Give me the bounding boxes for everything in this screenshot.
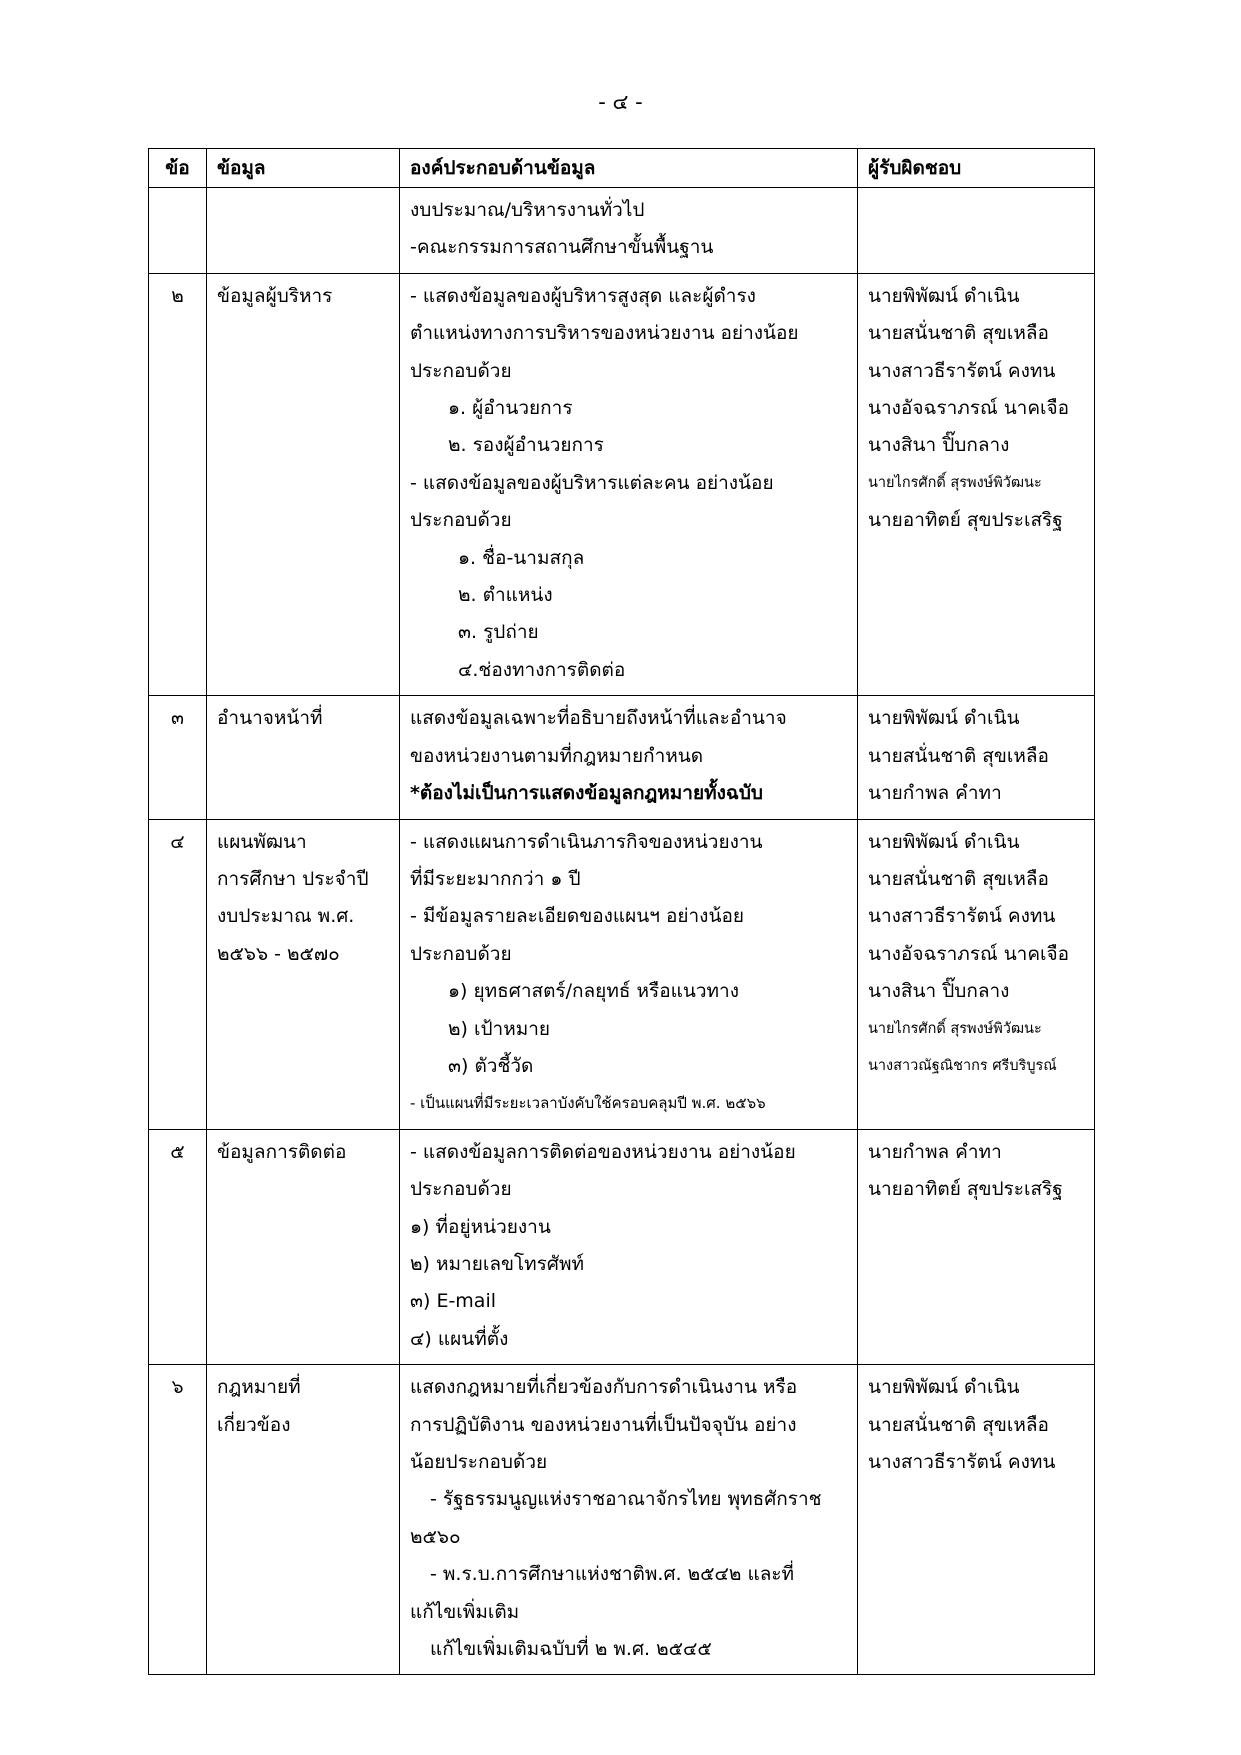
detail-line: แก้ไขเพิ่มเติมฉบับที่ ๒ พ.ศ. ๒๕๔๕ — [430, 1638, 712, 1661]
table-row — [149, 696, 1095, 819]
responsible-person: นางสาวธีรารัตน์ คงทน — [868, 1451, 1056, 1473]
detail-line: - แสดงข้อมูลของผู้บริหารแต่ละคน อย่างน้อย — [410, 471, 774, 494]
details-cell — [400, 1129, 858, 1364]
responsible-cell — [858, 188, 1095, 274]
header-no: ข้อ — [149, 149, 207, 188]
topic-line: อำนาจหน้าที่ — [217, 707, 323, 730]
row-number: ๕ — [149, 1129, 207, 1364]
header-details: องค์ประกอบด้านข้อมูล — [400, 149, 858, 188]
detail-line: ตำแหน่งทางการบริหารของหน่วยงาน อย่างน้อย — [410, 322, 799, 345]
topic-line: แผนพัฒนา — [217, 830, 307, 853]
detail-line: - พ.ร.บ.การศึกษาแห่งชาติพ.ศ. ๒๕๔๒ และที่ — [430, 1563, 795, 1586]
row-number: ๖ — [149, 1365, 207, 1675]
row-number: ๒ — [149, 273, 207, 695]
responsible-cell — [858, 1129, 1095, 1364]
responsible-person: นายพิพัฒน์ ดำเนิน — [868, 1376, 1020, 1399]
detail-line: - แสดงข้อมูลการติดต่อของหน่วยงาน อย่างน้อย — [410, 1140, 796, 1163]
responsible-person: นายไกรศักดิ์ สุรพงษ์พิวัฒนะ — [868, 1020, 1042, 1037]
row-number: ๓ — [149, 696, 207, 819]
responsible-person: นายพิพัฒน์ ดำเนิน — [868, 830, 1020, 853]
detail-line: *ต้องไม่เป็นการแสดงข้อมูลกฎหมายทั้งฉบับ — [410, 782, 763, 805]
detail-line: ๓) E-mail — [410, 1290, 497, 1313]
details-cell — [400, 1365, 858, 1675]
responsible-person: นายพิพัฒน์ ดำเนิน — [868, 284, 1020, 307]
details-cell — [400, 188, 858, 274]
table-row — [149, 1129, 1095, 1364]
topic-line: ข้อมูลผู้บริหาร — [217, 284, 333, 307]
detail-line: - รัฐธรรมนูญแห่งราชอาณาจักรไทย พุทธศักราช — [430, 1488, 822, 1511]
detail-line: ประกอบด้วย — [410, 1178, 512, 1201]
responsible-person: นางสินา ปิ๊บกลาง — [868, 434, 1010, 457]
detail-line: ประกอบด้วย — [410, 359, 512, 382]
detail-line: ๑. ผู้อำนวยการ — [448, 397, 573, 420]
responsible-cell — [858, 696, 1095, 819]
topic-cell — [207, 273, 400, 695]
responsible-person: นางสาวณัฐณิชากร ศรีบริบูรณ์ — [868, 1057, 1057, 1074]
details-cell — [400, 696, 858, 819]
detail-line: แก้ไขเพิ่มเติม — [410, 1600, 520, 1623]
responsible-person: นายกำพล คำทา — [868, 782, 1002, 805]
detail-line: - แสดงข้อมูลของผู้บริหารสูงสุด และผู้ดำรง — [410, 284, 756, 307]
responsible-person: นายกำพล คำทา — [868, 1140, 1002, 1163]
topic-line: งบประมาณ พ.ศ. — [217, 905, 355, 928]
detail-line: ๒. ตำแหน่ง — [458, 584, 553, 607]
detail-line: การปฏิบัติงาน ของหน่วยงานที่เป็นปัจจุบัน อย่าง — [410, 1413, 797, 1436]
detail-line: ที่มีระยะมากกว่า ๑ ปี — [410, 867, 581, 890]
table-row — [149, 819, 1095, 1129]
topic-line: ๒๕๖๖ - ๒๕๗๐ — [217, 942, 340, 965]
details-cell — [400, 819, 858, 1129]
responsible-person: นางอัจฉราภรณ์ นาคเจือ — [868, 942, 1070, 965]
table-body — [149, 188, 1095, 1675]
responsible-person: นายไกรศักดิ์ สุรพงษ์พิวัฒนะ — [868, 474, 1042, 491]
detail-line: - แสดงแผนการดำเนินภารกิจของหน่วยงาน — [410, 830, 763, 853]
responsible-person: นายสนั่นชาติ สุขเหลือ — [868, 322, 1049, 345]
responsible-person: นายสนั่นชาติ สุขเหลือ — [868, 1413, 1049, 1436]
topic-line: ข้อมูลการติดต่อ — [217, 1140, 347, 1163]
topic-cell — [207, 1365, 400, 1675]
responsible-cell — [858, 819, 1095, 1129]
detail-line: ๑) ที่อยู่หน่วยงาน — [410, 1215, 551, 1238]
detail-line: ๑) ยุทธศาสตร์/กลยุทธ์ หรือแนวทาง — [448, 980, 739, 1003]
detail-line: ๒. รองผู้อำนวยการ — [448, 434, 604, 457]
detail-line: ๑. ชื่อ-นามสกุล — [458, 546, 585, 569]
detail-line: ๔) แผนที่ตั้ง — [410, 1327, 509, 1350]
responsible-person: นางสินา ปิ๊บกลาง — [868, 980, 1010, 1003]
detail-line: แสดงกฎหมายที่เกี่ยวข้องกับการดำเนินงาน หรือ — [410, 1376, 798, 1399]
detail-line: น้อยประกอบด้วย — [410, 1451, 548, 1473]
responsible-cell — [858, 273, 1095, 695]
table-header-row — [149, 149, 1095, 188]
topic-line: การศึกษา ประจำปี — [217, 867, 369, 890]
topic-cell — [207, 1129, 400, 1364]
responsible-person: นางอัจฉราภรณ์ นาคเจือ — [868, 397, 1070, 420]
detail-line: ๒) หมายเลขโทรศัพท์ — [410, 1252, 584, 1275]
responsible-person: นายพิพัฒน์ ดำเนิน — [868, 707, 1020, 730]
responsible-person: นางสาวธีรารัตน์ คงทน — [868, 905, 1056, 928]
responsible-person: นายสนั่นชาติ สุขเหลือ — [868, 867, 1049, 890]
detail-line: ๒๕๖๐ — [410, 1525, 461, 1548]
information-table — [148, 148, 1095, 1675]
responsible-person: นายสนั่นชาติ สุขเหลือ — [868, 744, 1049, 767]
detail-line: งบประมาณ/บริหารงานทั่วไป — [410, 199, 645, 221]
detail-line: ๓) ตัวชี้วัด — [448, 1054, 534, 1077]
table-row — [149, 188, 1095, 274]
topic-cell — [207, 819, 400, 1129]
topic-cell — [207, 696, 400, 819]
table-row — [149, 1365, 1095, 1675]
detail-line: ประกอบด้วย — [410, 942, 512, 965]
responsible-cell — [858, 1365, 1095, 1675]
detail-line: ๔.ช่องทางการติดต่อ — [458, 658, 626, 681]
page-number: - ๔ - — [598, 90, 643, 114]
detail-line: ประกอบด้วย — [410, 509, 512, 532]
detail-line: ๓. รูปถ่าย — [458, 621, 539, 644]
details-cell — [400, 273, 858, 695]
table-row — [149, 273, 1095, 695]
row-number: ๔ — [149, 819, 207, 1129]
topic-line: กฎหมายที่ — [217, 1376, 301, 1399]
header-responsible: ผู้รับผิดชอบ — [858, 149, 1095, 188]
responsible-person: นายอาทิตย์ สุขประเสริฐ — [868, 1178, 1063, 1201]
detail-line: ๒) เป้าหมาย — [448, 1017, 551, 1040]
row-number — [149, 188, 207, 274]
detail-line: ของหน่วยงานตามที่กฎหมายกำหนด — [410, 744, 704, 767]
responsible-person: นางสาวธีรารัตน์ คงทน — [868, 359, 1056, 382]
topic-cell — [207, 188, 400, 274]
detail-line: แสดงข้อมูลเฉพาะที่อธิบายถึงหน้าที่และอำนาจ — [410, 707, 787, 730]
detail-line: - เป็นแผนที่มีระยะเวลาบังคับใช้ครอบคลุมปี พ.ศ. ๒๕๖๖ — [410, 1094, 766, 1113]
detail-line: - มีข้อมูลรายละเอียดของแผนฯ อย่างน้อย — [410, 905, 744, 928]
detail-line: -คณะกรรมการสถานศึกษาขั้นพื้นฐาน — [410, 236, 714, 259]
topic-line: เกี่ยวข้อง — [217, 1413, 291, 1436]
responsible-person: นายอาทิตย์ สุขประเสริฐ — [868, 509, 1063, 532]
header-topic: ข้อมูล — [207, 149, 400, 188]
